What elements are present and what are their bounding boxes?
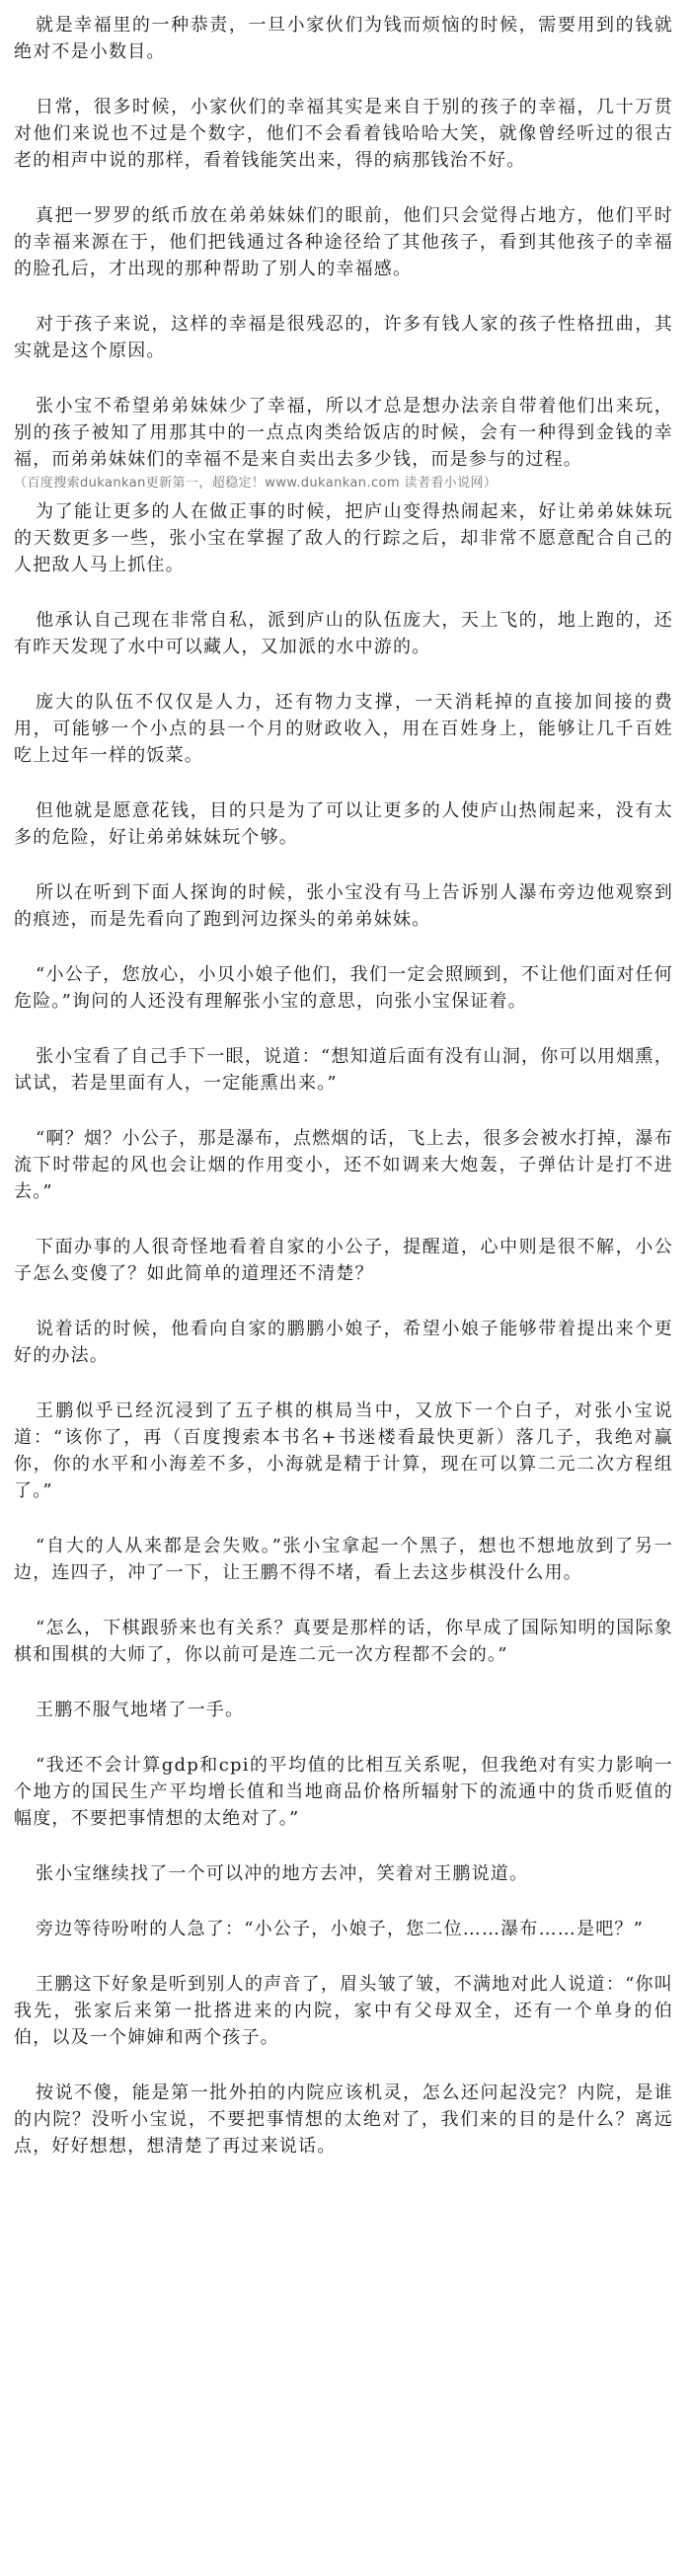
paragraph: 为了能让更多的人在做正事的时候，把庐山变得热闹起来，好让弟弟妹妹玩的天数更多一些，张小宝在掌握了敌人的行踪之后，却非常不愿意配合自己的人把敌人马上抓住。 <box>14 501 673 575</box>
paragraph: 说着话的时候，他看向自家的鹏鹏小娘子，希望小娘子能够带着提出来个更好的办法。 <box>14 1319 673 1366</box>
paragraph: 王鹏似乎已经沉浸到了五子棋的棋局当中，又放下一个白子，对张小宝说道：“该你了，再（百度搜索本书名+书迷楼看最快更新）落几子，我绝对赢你，你的水平和小海差不多，小海就是精于计算，现在可以算二元二次方程组了。” <box>14 1401 673 1501</box>
paragraph: 王鹏这下好象是听到别人的声音了，眉头皱了皱，不满地对此人说道：“你叫我先，张家后来第一批搭进来的内院，家中有父母双全，还有一个单身的伯伯，以及一个婶婶和两个孩子。 <box>14 1974 673 2048</box>
paragraph: 所以在听到下面人探询的时候，张小宝没有马上告诉别人瀑布旁边他观察到的痕迹，而是先看向了跑到河边探头的弟弟妹妹。 <box>14 882 673 930</box>
paragraph: “怎么，下棋跟骄来也有关系？真要是那样的话，你早成了国际知明的国际象棋和围棋的大师了，你以前可是连二元一次方程都不会的。” <box>14 1618 673 1665</box>
paragraph: 真把一罗罗的纸币放在弟弟妹妹们的眼前，他们只会觉得占地方，他们平时的幸福来源在于，他们把钱通过各种途径给了其他孩子，看到其他孩子的幸福的脸孔后，才出现的那种帮助了别人的幸福感。 <box>14 205 673 279</box>
paragraph: 对于孩子来说，这样的幸福是很残忍的，许多有钱人家的孩子性格扭曲，其实就是这个原因。 <box>14 314 673 361</box>
paragraph: 张小宝看了自己手下一眼，说道：“想知道后面有没有山洞，你可以用烟熏，试试，若是里面有人，一定能熏出来。” <box>14 1046 673 1094</box>
paragraph: 张小宝继续找了一个可以冲的地方去冲，笑着对王鹏说道。 <box>36 1863 529 1884</box>
paragraph: 就是幸福里的一种恭责，一旦小家伙们为钱而烦恼的时候，需要用到的钱就绝对不是小数目。 <box>14 15 673 62</box>
paragraph: 日常，很多时候，小家伙们的幸福其实是来自于别的孩子的幸福，几十万贯对他们来说也不过是个数字，他们不会看着钱哈哈大笑，就像曾经听过的很古老的相声中说的那样，看着钱能笑出来，得的病那钱治不好。 <box>14 97 673 171</box>
paragraph: “啊？烟？小公子，那是瀑布，点燃烟的话，飞上去，很多会被水打掉，瀑布流下时带起的风也会让烟的作用变小，还不如调来大炮轰，子弹估计是打不进去。” <box>14 1128 673 1202</box>
paragraph: 张小宝不希望弟弟妹妹少了幸福，所以才总是想办法亲自带着他们出来玩，别的孩子被知了用那其中的一点点肉类给饭店的时候，会有一种得到金钱的幸福，而弟弟妹妹们的幸福不是来自卖出去多少钱，而是参与的过程。 <box>14 396 673 470</box>
paragraph: 按说不傻，能是第一批外拍的内院应该机灵，怎么还问起没完？内院，是谁的内院？没听小宝说，不要把事情想的太绝对了，我们来的目的是什么？离远点，好好想想，想清楚了再过来说话。 <box>14 2083 673 2157</box>
paragraph: 他承认自己现在非常自私，派到庐山的队伍庞大，天上飞的，地上跑的，还有昨天发现了水中可以藏人，又加派的水中游的。 <box>14 610 673 657</box>
paragraph: 旁边等待吩咐的人急了：“小公子，小娘子，您二位……瀑布……是吧？” <box>36 1919 645 1939</box>
paragraph: “小公子，您放心，小贝小娘子他们，我们一定会照顾到，不让他们面对任何危险。”询问的人还没有理解张小宝的意思，向张小宝保证着。 <box>14 964 673 1012</box>
paragraph: 王鹏不服气地堵了一手。 <box>36 1700 245 1720</box>
paragraph: 但他就是愿意花钱，目的只是为了可以让更多的人使庐山热闹起来，没有太多的危险，好让弟弟妹妹玩个够。 <box>14 800 673 848</box>
source-ad-line: （百度搜索dukankan更新第一，超稳定！www.dukankan.com 读者看小说网） <box>14 476 498 491</box>
paragraph: 下面办事的人很奇怪地看着自家的小公子，提醒道，心中则是很不解，小公子怎么变傻了？如此简单的道理还不清楚？ <box>14 1237 673 1284</box>
paragraph: “自大的人从来都是会失败。”张小宝拿起一个黑子，想也不想地放到了另一边，连四子，冲了一下，让王鹏不得不堵，看上去这步棋没什么用。 <box>14 1536 673 1583</box>
paragraph: “我还不会计算gdp和cpi的平均值的比相互关系呢，但我绝对有实力影响一个地方的国民生产平均增长值和当地商品价格所辐射下的流通中的货币贬值的幅度，不要把事情想的太绝对了。” <box>14 1755 673 1829</box>
paragraph: 庞大的队伍不仅仅是人力，还有物力支撑，一天消耗掉的直接加间接的费用，可能够一个小点的县一个月的财政收入，用在百姓身上，能够让几千百姓吃上过年一样的饭菜。 <box>14 692 673 766</box>
